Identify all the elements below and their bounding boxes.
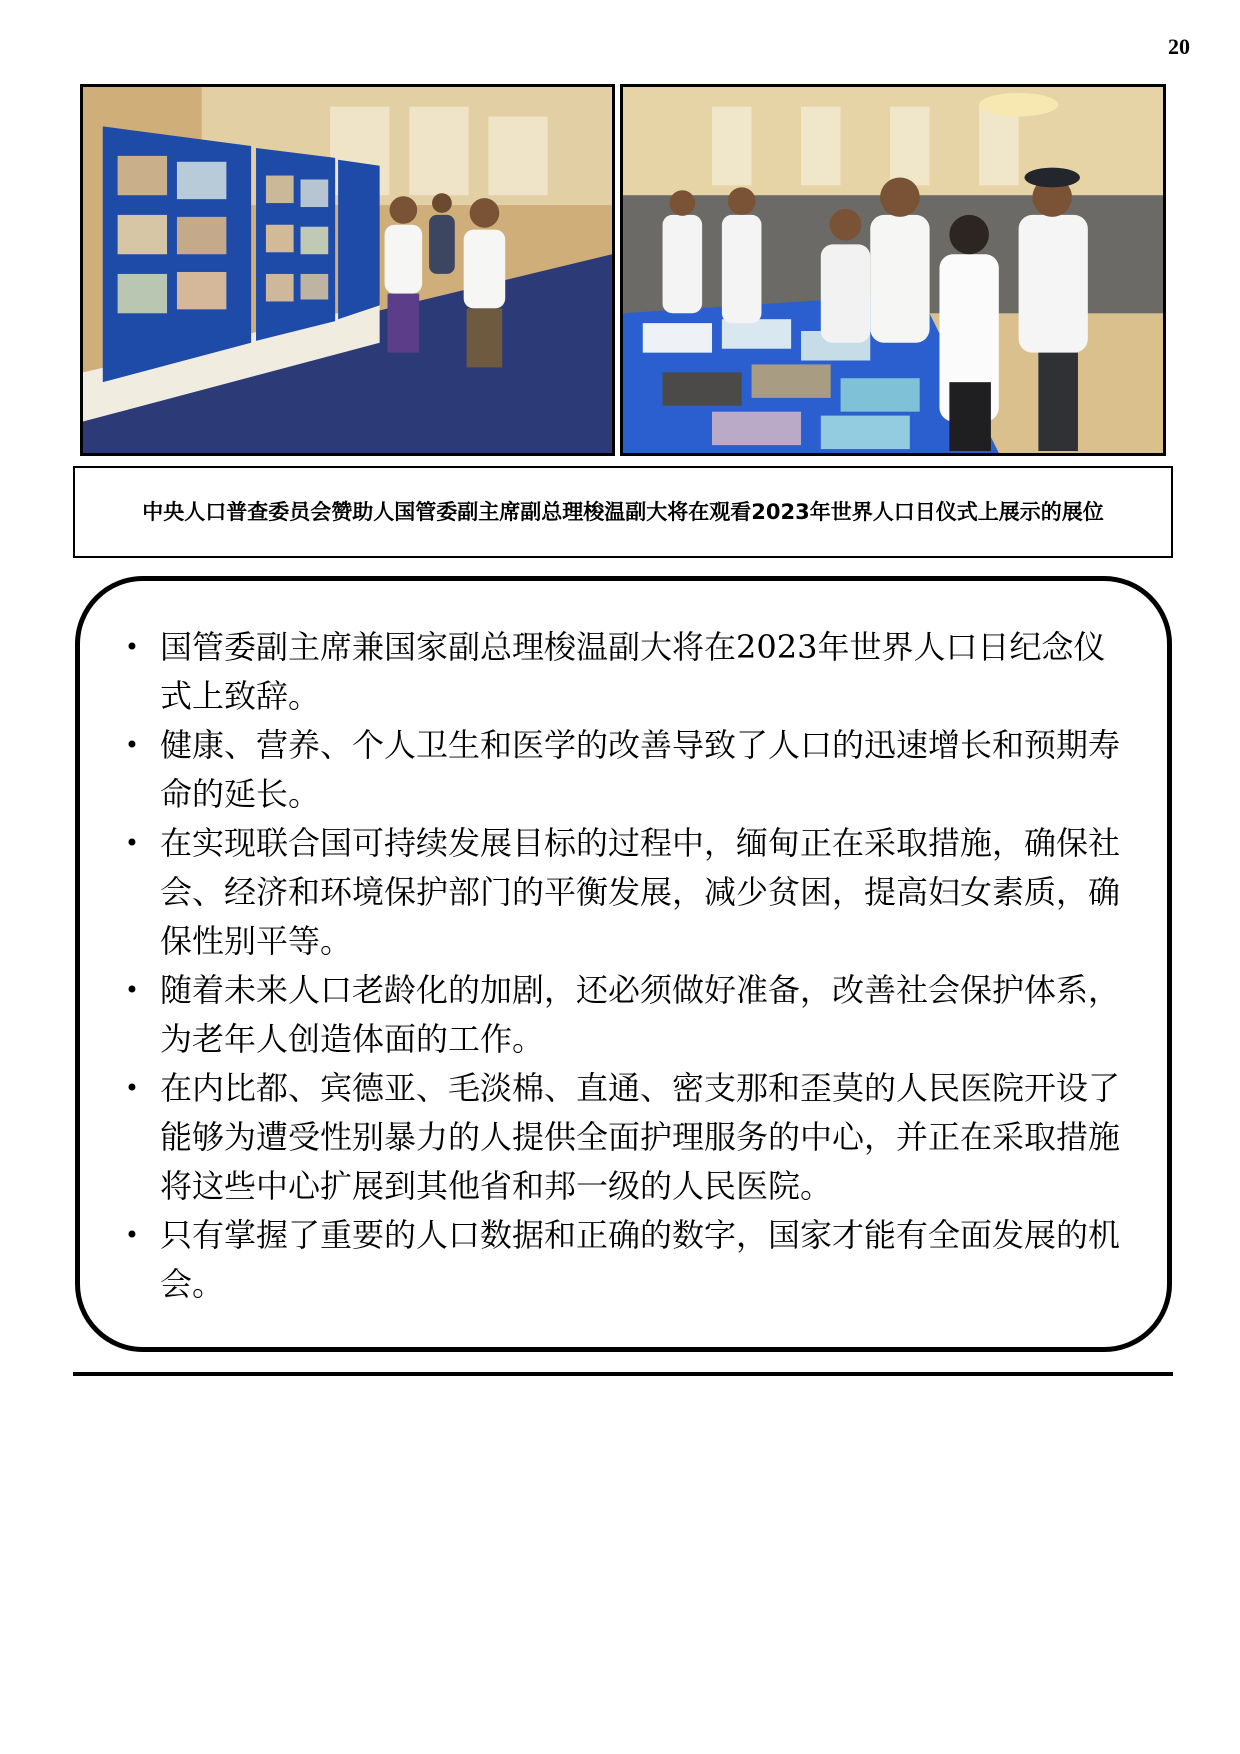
bullet-icon: • <box>124 1074 140 1102</box>
exhibition-photo-left <box>80 84 615 456</box>
bullet-icon: • <box>124 976 140 1004</box>
photo-left-illustration <box>83 87 612 453</box>
list-item <box>122 819 1122 966</box>
bullet-icon: • <box>124 633 140 661</box>
list-item-text: 随着未来人口老龄化的加剧，还必须做好准备，改善社会保护体系，为老年人创造体面的工作。 <box>160 971 1121 1058</box>
list-item-text: 健康、营养、个人卫生和医学的改善导致了人口的迅速增长和预期寿命的延长。 <box>160 726 1121 813</box>
bullet-icon: • <box>124 731 140 759</box>
list-item <box>122 1211 1122 1309</box>
page-number: 20 <box>1168 34 1190 59</box>
section-divider <box>73 1372 1173 1376</box>
key-points-list <box>122 623 1122 1309</box>
list-item <box>122 721 1122 819</box>
exhibition-photo-right <box>620 84 1166 456</box>
list-item-text: 在内比都、宾德亚、毛淡棉、直通、密支那和歪莫的人民医院开设了能够为遭受性别暴力的人提供全面护理服务的中心，并正在采取措施将这些中心扩展到其他省和邦一级的人民医院。 <box>160 1069 1121 1205</box>
list-item-text: 国管委副主席兼国家副总理梭温副大将在2023年世界人口日纪念仪式上致辞。 <box>160 628 1106 715</box>
list-item <box>122 623 1122 721</box>
photo-caption: 中央人口普查委员会赞助人国管委副主席副总理梭温副大将在观看2023年世界人口日仪式上展示的展位 <box>142 500 1104 524</box>
list-item <box>122 1064 1122 1211</box>
photo-caption-box <box>73 466 1173 558</box>
bullet-icon: • <box>124 829 140 857</box>
photo-right-illustration <box>623 87 1163 453</box>
list-item-text: 在实现联合国可持续发展目标的过程中，缅甸正在采取措施，确保社会、经济和环境保护部门的平衡发展，减少贫困，提高妇女素质，确保性别平等。 <box>160 824 1121 960</box>
list-item <box>122 966 1122 1064</box>
bullet-icon: • <box>124 1221 140 1249</box>
key-points-panel <box>75 576 1172 1352</box>
list-item-text: 只有掌握了重要的人口数据和正确的数字，国家才能有全面发展的机会。 <box>160 1216 1121 1303</box>
